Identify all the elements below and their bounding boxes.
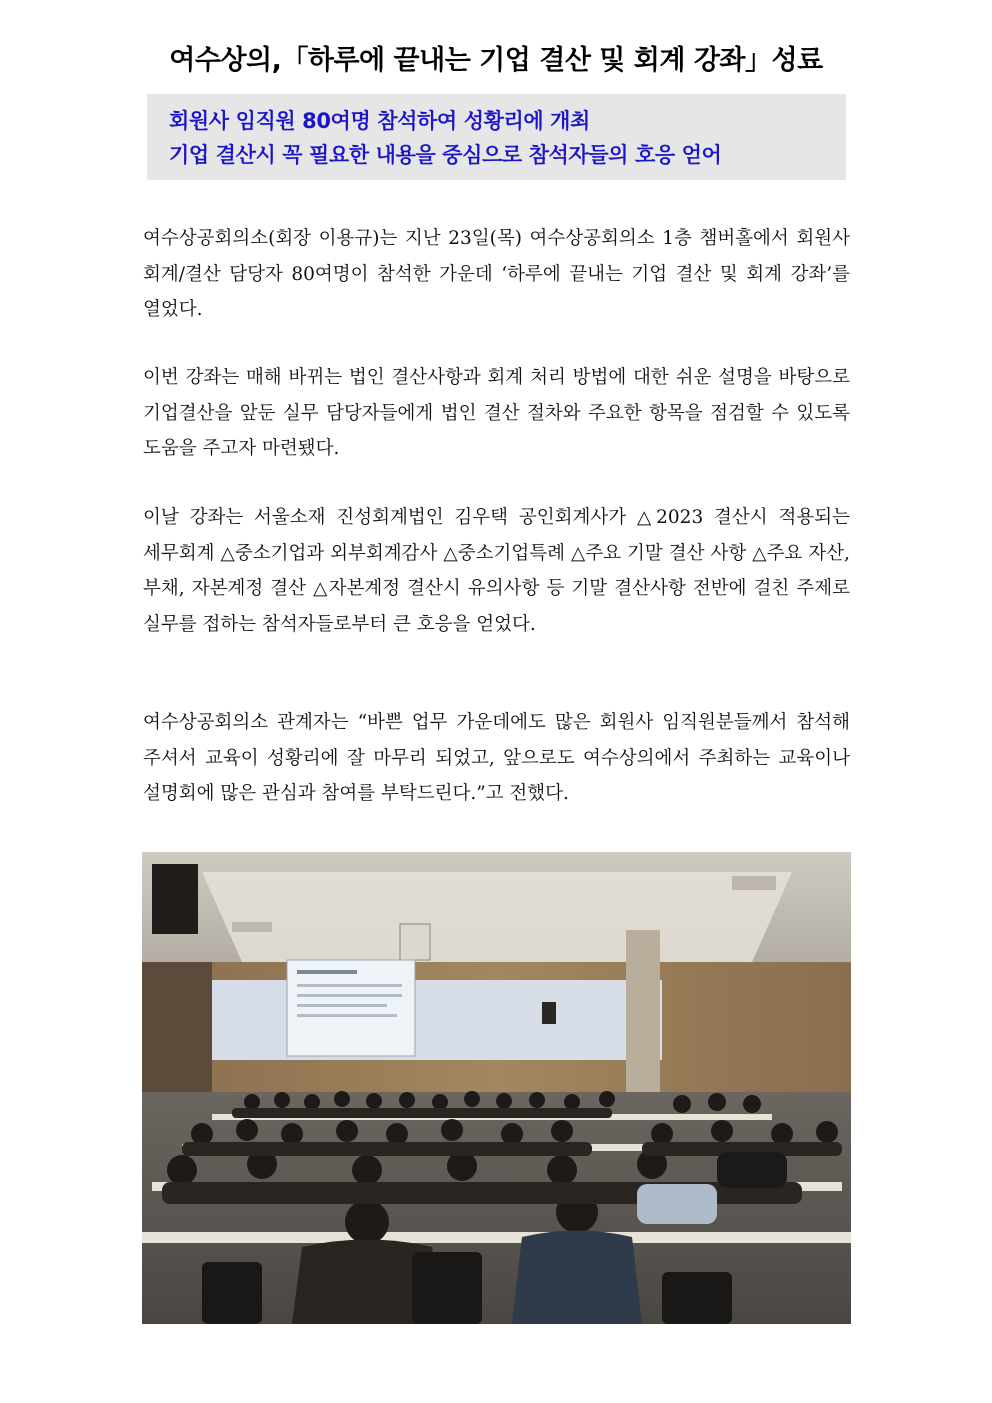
subtitle-line-1: 회원사 임직원 80여명 참석하여 성황리에 개최 [169, 109, 590, 133]
paragraph-1: 여수상공회의소(회장 이용규)는 지난 23일(목) 여수상공회의소 1층 챔버홀에서 회원사 회계/결산 담당자 80여명이 참석한 가운데 ‘하루에 끝내는 기업 결산 및 회계 강좌’를 열었다. [143, 228, 850, 320]
document-title: 여수상의,「하루에 끝내는 기업 결산 및 회계 강좌」성료 [169, 45, 823, 76]
seminar-photo [142, 852, 851, 1324]
subtitle-line-2: 기업 결산시 꼭 필요한 내용을 중심으로 참석자들의 호응 얻어 [169, 143, 722, 167]
paragraph-2: 이번 강좌는 매해 바뀌는 법인 결산사항과 회계 처리 방법에 대한 쉬운 설명을 바탕으로 기업결산을 앞둔 실무 담당자들에게 법인 결산 절차와 주요한 항목을 점검할 수 있도록 도움을 주고자 마련됐다. [143, 367, 850, 459]
paragraph-4: 여수상공회의소 관계자는 “바쁜 업무 가운데에도 많은 회원사 임직원분들께서 참석해 주셔서 교육이 성황리에 잘 마무리 되었고, 앞으로도 여수상의에서 주최하는 교육이나 설명회에 많은 관심과 참여를 부탁드린다.”고 전했다. [143, 712, 850, 804]
paragraph-3: 이날 강좌는 서울소재 진성회계법인 김우택 공인회계사가 △2023 결산시 적용되는 세무회계 △중소기업과 외부회계감사 △중소기업특례 △주요 기말 결산 사항 △주요 자산, 부채, 자본계정 결산 △자본계정 결산시 유의사항 등 기말 결산사항 전반에 걸친 주제로 실무를 접하는 참석자들로부터 큰 호응을 얻었다. [143, 507, 850, 635]
subtitle-box [147, 94, 846, 180]
